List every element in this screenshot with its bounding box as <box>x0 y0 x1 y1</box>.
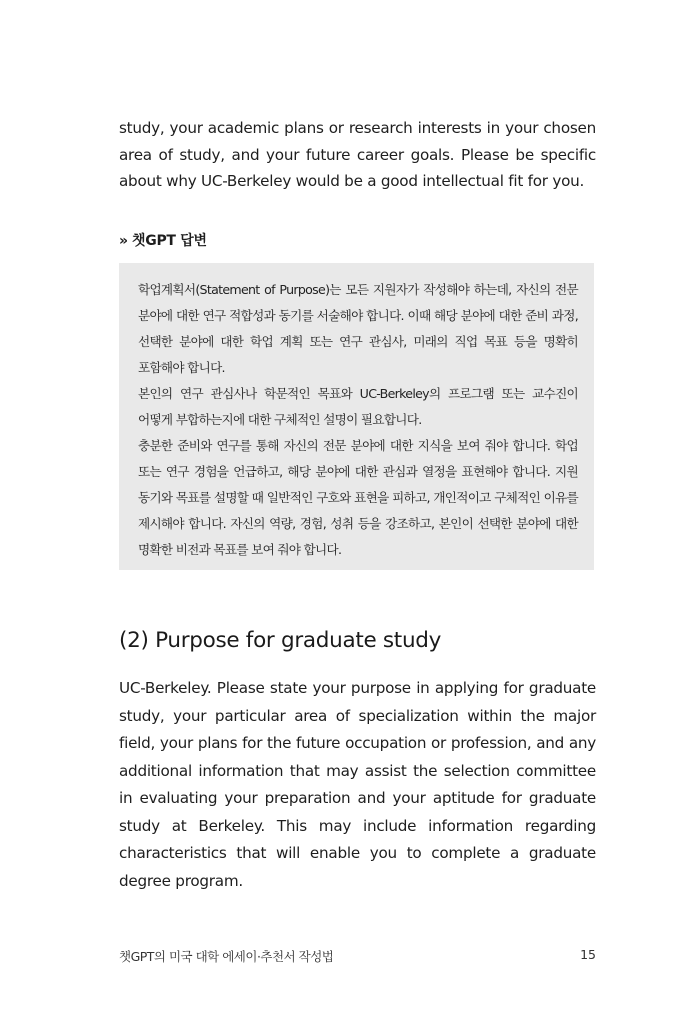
answer-box <box>119 263 594 570</box>
answer-heading <box>119 230 207 250</box>
footer-book-title: 챗GPT의 미국 대학 에세이·추천서 작성법 <box>119 949 334 964</box>
answer-heading-label: 챗GPT 답변 <box>132 233 207 249</box>
answer-paragraph-2: 본인의 연구 관심사나 학문적인 목표와 UC-Berkeley의 프로그램 또는 교수진이 어떻게 부합하는지에 대한 구체적인 설명이 필요합니다. <box>138 386 578 427</box>
section-body-paragraph: UC-Berkeley. Please state your purpose in applying for graduate study, your particular area of specialization within the major field, your plans for the future occupation or profession, and any additional information that may assist the selection committee in evaluating your preparation and your aptitude for graduate study at Berkeley. This may include information regarding characteristics that will enable you to complete a graduate degree program. <box>119 679 596 890</box>
answer-paragraph-3: 충분한 준비와 연구를 통해 자신의 전문 분야에 대한 지식을 보여 줘야 합니다. 학업 또는 연구 경험을 언급하고, 해당 분야에 대한 관심과 열정을 표현해야 합니다. 지원 동기와 목표를 설명할 때 일반적인 구호와 표현을 피하고, 개인적이고 구체적인 이유를 제시해야 합니다. 자신의 역량, 경험, 성취 등을 강조하고, 본인이 선택한 분야에 대한 명확한 비전과 목표를 보여 줘야 합니다. <box>138 438 578 557</box>
answer-paragraph-1: 학업계획서(Statement of Purpose)는 모든 지원자가 작성해야 하는데, 자신의 전문 분야에 대한 연구 적합성과 동기를 서술해야 합니다. 이때 해당 분야에 대한 준비 과정, 선택한 분야에 대한 학업 계획 또는 연구 관심사, 미래의 직업 목표 등을 명확히 포함해야 합니다. <box>138 282 578 375</box>
double-chevron-icon: » <box>119 233 127 249</box>
intro-paragraph: study, your academic plans or research interests in your chosen area of study, and your future career goals. Please be specific about why UC-Berkeley would be a good intellectual fit for you. <box>119 119 596 191</box>
section-title: (2) Purpose for graduate study <box>119 628 442 653</box>
page-number: 15 <box>580 947 596 962</box>
